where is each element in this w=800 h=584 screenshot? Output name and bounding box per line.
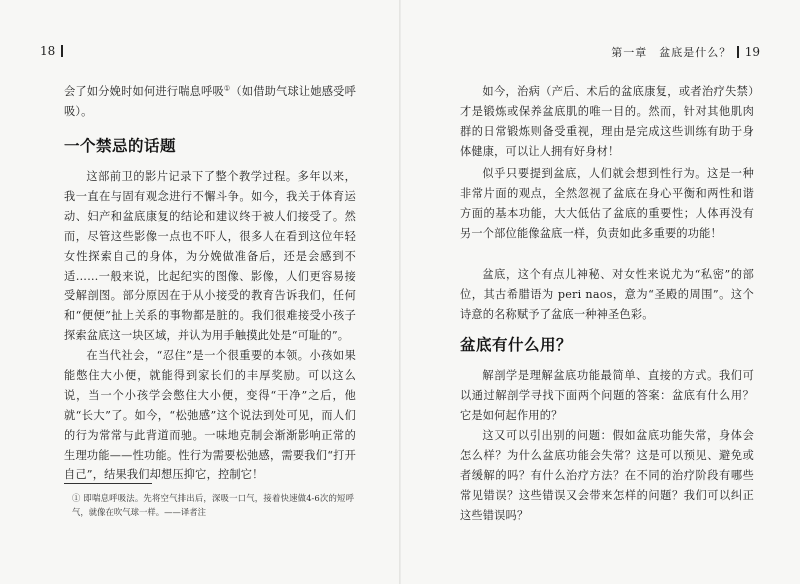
left-top-paragraph-tail: （如借助气球让她感受呼吸）。: [64, 85, 356, 118]
left-page: [0, 0, 399, 584]
left-top-paragraph-text: 会了如分娩时如何进行喘息呼吸: [64, 85, 224, 98]
right-paragraph-4: 解剖学是理解盆底功能最简单、直接的方式。我们可以通过解剖学寻找下面两个问题的答案：盆底有什么用？它是如何起作用的？: [460, 369, 754, 422]
right-paragraph-5: 这又可以引出别的问题：假如盆底功能失常，身体会怎么样？为什么盆底功能会失常？这是可以预见、避免或者缓解的吗？有什么治疗方法？在不同的治疗阶段有哪些常见错误？这些错误又会带来怎样的问题？我们可以纠正这些错误吗？: [460, 429, 754, 522]
chapter-label: 第一章 盆底是什么？: [611, 46, 732, 59]
footnote-marker: ①: [223, 84, 231, 93]
footnote: ① 即喘息呼吸法。先将空气排出后，深吸一口气，接着快速做4-6次的短呼气，就像在吹气球一样。——译者注: [72, 493, 354, 517]
right-paragraph-3: 盆底，这个有点儿神秘、对女性来说尤为“私密”的部位，其古希腊语为 peri naos，意为“圣殿的周围”。这个诗意的名称赋予了盆底一种神圣色彩。: [460, 268, 754, 321]
left-paragraph-1: 这部前卫的影片记录下了整个教学过程。多年以来，我一直在与固有观念进行不懈斗争。如今，我关于体育运动、妇产和盆底康复的结论和建议终于被人们接受了。然而，尽管这些影像一点也不吓人，很多人在看到这位年轻女性探索自己的身体，为分娩做准备后，还是会感到不适……一般来说，比起纪实的图像、影像，人们更容易接受解剖图。部分原因在于从小接受的教育告诉我们，任何和“便便”扯上关系的事物都是脏的。我们很难接受小孩子探索盆底这一块区域，并认为用手触摸此处是“可耻的”。: [64, 170, 356, 343]
right-paragraph-2: 似乎只要提到盆底，人们就会想到性行为。这是一种非常片面的观点，全然忽视了盆底在身心平衡和两性和谐方面的基本功能，大大低估了盆底的重要性；人体再没有另一个部位能像盆底一样，负责如此多重要的功能！: [460, 167, 754, 240]
header-divider: [61, 45, 63, 57]
footnote-rule: [64, 483, 152, 484]
right-paragraph-1: 如今，治病（产后、术后的盆底康复，或者治疗失禁）才是锻炼或保养盆底肌的唯一目的。然而，针对其他肌肉群的日常锻炼则备受重视，理由是完成这些训练有助于身体健康，可以让人拥有好身材！: [460, 85, 754, 158]
left-section-heading: 一个禁忌的话题: [64, 136, 177, 155]
left-paragraph-2: 在当代社会，“忍住”是一个很重要的本领。小孩如果能憋住大小便，就能得到家长们的丰厚奖励。可以这么说，当一个小孩学会憋住大小便，变得“干净”之后，他就“长大”了。如今，“松弛感”这个说法到处可见，而人们的行为常常与此背道而驰。一味地克制会渐渐影响正常的生理功能——性功能。性行为需要松弛感，需要我们“打开自己”，结果我们却想压抑它，控制它！: [64, 349, 356, 482]
right-page: [401, 0, 800, 584]
right-page-number: 19: [744, 45, 760, 59]
right-section-heading: 盆底有什么用？: [460, 335, 573, 354]
left-top-paragraph: [64, 82, 356, 122]
left-page-number: 18: [40, 44, 56, 58]
header-divider: [737, 46, 739, 58]
right-page-header: [611, 44, 760, 60]
left-page-header: [40, 44, 63, 58]
